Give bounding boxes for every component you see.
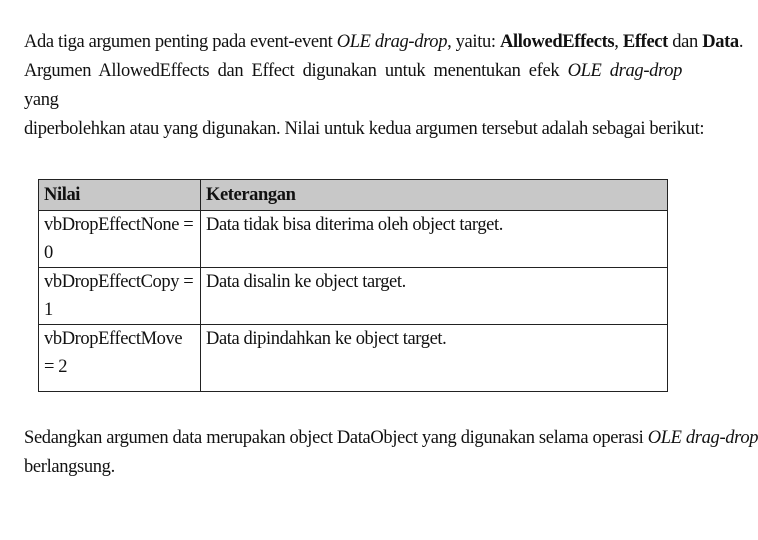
cell-keterangan: Data tidak bisa diterima oleh object target. — [201, 211, 668, 268]
cell-nilai: vbDropEffectMove = 2 — [39, 325, 201, 392]
drop-effect-table — [38, 179, 668, 392]
intro-paragraph — [24, 28, 744, 144]
cell-nilai: vbDropEffectCopy = 1 — [39, 268, 201, 325]
intro-line-2: Argumen AllowedEffects dan Effect digunakan untuk menentukan efek OLE drag-drop yang — [24, 61, 683, 110]
ole-drag-drop-term: OLE drag-drop — [567, 61, 683, 81]
table-row — [39, 268, 668, 325]
cell-nilai: vbDropEffectNone = 0 — [39, 211, 201, 268]
table-row — [39, 211, 668, 268]
cell-keterangan: Data disalin ke object target. — [201, 268, 668, 325]
header-keterangan: Keterangan — [201, 180, 668, 211]
closing-line-1: Sedangkan argumen data merupakan object DataObject yang digunakan selama operasi OLE drag-drop — [24, 428, 758, 448]
intro-line-1: Ada tiga argumen penting pada event-event OLE drag-drop, yaitu: AllowedEffects, Effect dan Data. — [24, 32, 744, 52]
table-row — [39, 325, 668, 392]
effect-term: Effect — [622, 32, 668, 52]
cell-keterangan: Data dipindahkan ke object target. — [201, 325, 668, 392]
ole-drag-drop-term: OLE drag-drop — [336, 32, 448, 52]
data-term: Data — [702, 32, 739, 52]
intro-line-3: diperbolehkan atau yang digunakan. Nilai untuk kedua argumen tersebut adalah sebagai berikut: — [24, 119, 705, 139]
ole-drag-drop-term: OLE drag-drop — [647, 428, 758, 448]
table-header-row — [39, 180, 668, 211]
closing-line-2: berlangsung. — [24, 457, 115, 477]
allowed-effects-term: AllowedEffects — [499, 32, 615, 52]
header-nilai: Nilai — [39, 180, 201, 211]
closing-paragraph — [24, 424, 758, 482]
